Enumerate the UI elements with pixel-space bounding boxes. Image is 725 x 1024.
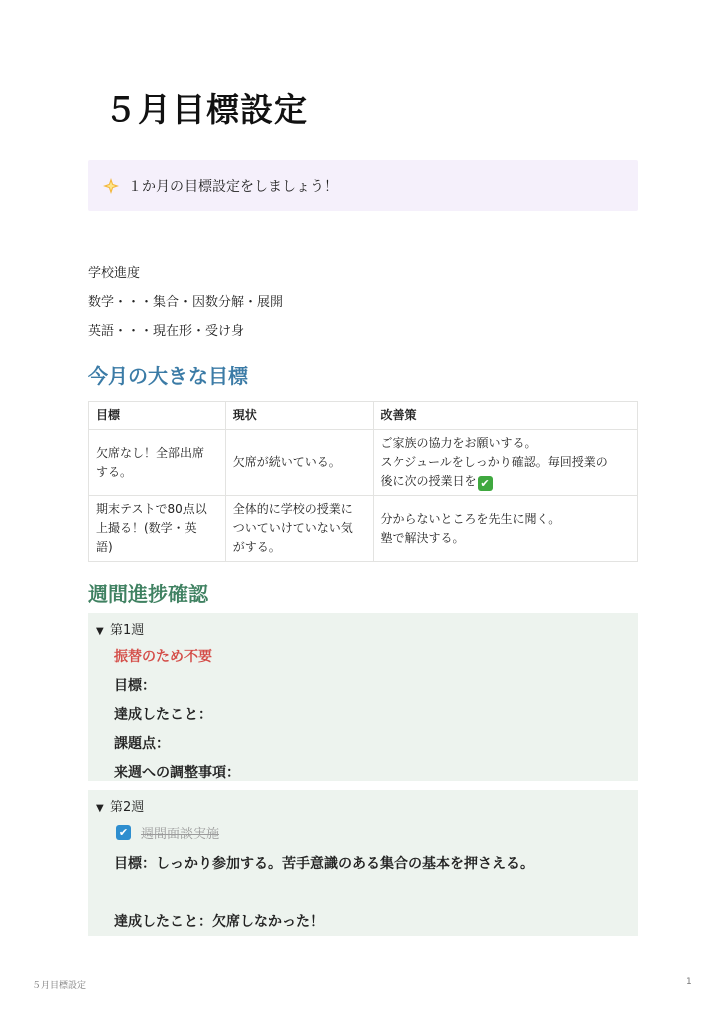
triangle-down-icon[interactable]: ▼ bbox=[96, 626, 104, 637]
cell-line: 期末テストで80点以 bbox=[96, 502, 207, 516]
school-progress-label: 学校進度 bbox=[88, 266, 141, 281]
cell-line: 語) bbox=[96, 540, 113, 554]
callout-text: １か月の目標設定をしましょう！ bbox=[128, 178, 338, 195]
week1-note: 振替のため不要 bbox=[114, 649, 212, 665]
cell-line: 後に次の授業日を bbox=[380, 474, 477, 488]
school-progress-english: 英語・・・現在形・受け身 bbox=[88, 324, 245, 339]
cell-line: 塾で解決する。 bbox=[380, 530, 465, 545]
cell-line: ついていけていない気 bbox=[232, 521, 353, 535]
table-row bbox=[89, 496, 638, 562]
week1-goal: 目標： bbox=[114, 678, 156, 694]
callout bbox=[88, 160, 638, 211]
table-cell-goal bbox=[89, 430, 226, 496]
cell-line: ご家族の協力をお願いする。 bbox=[380, 436, 537, 450]
cell-line: 全体的に学校の授業に bbox=[232, 502, 353, 516]
week2-goal: 目標：しっかり参加する。苦手意識のある集合の基本を押さえる。 bbox=[114, 856, 534, 872]
footer-page-number: 1 bbox=[686, 977, 692, 987]
school-progress-math: 数学・・・集合・因数分解・展開 bbox=[88, 295, 284, 310]
weekly-heading: 週間進捗確認 bbox=[88, 582, 208, 606]
table-row bbox=[89, 430, 638, 496]
table-header-row bbox=[89, 402, 638, 430]
monthly-goal-heading: 今月の大きな目標 bbox=[88, 364, 248, 388]
triangle-down-icon[interactable]: ▼ bbox=[96, 803, 104, 814]
column-header-plan: 改善策 bbox=[373, 402, 638, 430]
table-cell-goal bbox=[89, 496, 226, 562]
table-cell-plan bbox=[373, 496, 638, 562]
sparkle-star-icon bbox=[102, 177, 120, 195]
week2-achieved: 達成したこと：欠席しなかった！ bbox=[114, 914, 324, 930]
week1-achieved: 達成したこと： bbox=[114, 707, 212, 723]
goals-table bbox=[88, 401, 638, 562]
toggle-week-2 bbox=[88, 790, 638, 936]
footer-doc-title: ５月目標設定 bbox=[32, 981, 87, 991]
week1-adjust: 来週への調整事項： bbox=[114, 765, 240, 781]
column-header-goal: 目標 bbox=[89, 402, 226, 430]
toggle-header-week-2[interactable] bbox=[96, 796, 144, 815]
column-header-status: 現状 bbox=[225, 402, 373, 430]
table-cell-status bbox=[225, 430, 373, 496]
toggle-week-1 bbox=[88, 613, 638, 781]
table-cell-status bbox=[225, 496, 373, 562]
todo-item bbox=[116, 823, 219, 842]
cell-line: 欠席が続いている。 bbox=[232, 455, 341, 469]
cell-line: 上撮る！(数学・英 bbox=[96, 521, 197, 535]
cell-line: がする。 bbox=[232, 540, 281, 554]
checkbox-checked-icon[interactable]: ✔ bbox=[116, 825, 131, 840]
todo-text: 週間面談実施 bbox=[141, 827, 220, 842]
toggle-header-week-1[interactable] bbox=[96, 619, 144, 638]
cell-line: 分からないところを先生に聞く。 bbox=[380, 511, 561, 526]
check-mark-icon: ✔ bbox=[478, 476, 493, 491]
page-title: ５月目標設定 bbox=[104, 90, 308, 129]
toggle-label: 第1週 bbox=[110, 623, 145, 638]
cell-line: スケジュールをしっかり確認。毎回授業の bbox=[380, 455, 608, 469]
toggle-label: 第2週 bbox=[110, 800, 145, 815]
cell-line: する。 bbox=[96, 464, 133, 479]
week1-issues: 課題点： bbox=[114, 736, 170, 752]
table-cell-plan bbox=[373, 430, 638, 496]
cell-line: 欠席なし！全部出席 bbox=[96, 445, 205, 460]
